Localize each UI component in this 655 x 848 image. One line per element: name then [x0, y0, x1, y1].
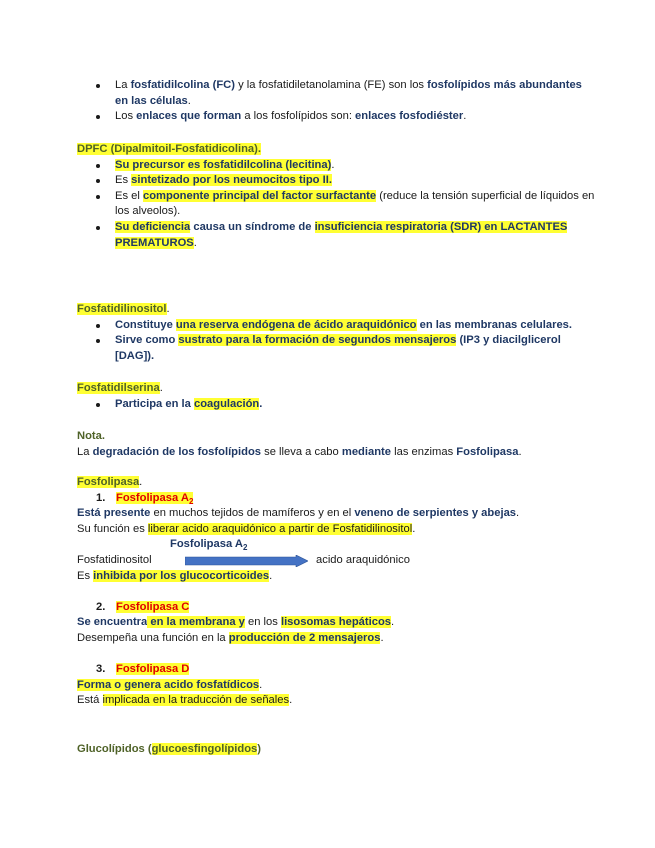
list-item: Participa en la coagulación.: [77, 397, 595, 413]
fosfolipasa-c-title: 2. Fosfolipasa C: [96, 600, 190, 613]
section-heading: Fosfatidilserina: [77, 382, 160, 394]
fosfatidilserina-section: Fosfatidilserina. Participa en la coagulación.: [77, 381, 595, 412]
section-heading: DPFC (Dipalmitoil-Fosfatidicolina).: [77, 143, 261, 155]
list-item: Su precursor es fosfatidilcolina (lecitina).: [77, 158, 595, 174]
arrow-label: Fosfolipasa $A_2$: [170, 537, 248, 553]
section-heading: Glucolípidos (glucoesfingolípidos): [77, 743, 261, 755]
fosfatidilinositol-section: Fosfatidilinositol. Constituye una reserva endógena de ácido araquidónico en las membranas celulares. Sirve como sustrato para la formación de segundos mensajeros (IP3 y diacilglicerol [DAG]).: [77, 302, 595, 364]
section-heading: Nota.: [77, 430, 105, 442]
right-arrow-icon: [185, 555, 308, 567]
fosfolipasa-a2-title: 1. Fosfolipasa $A_2$: [96, 491, 194, 506]
reaction-arrow-row: [77, 537, 595, 569]
reactant: Fosfatidinositol: [77, 553, 152, 566]
fosfolipasa-section: Fosfolipasa. 1. Fosfolipasa $A_2$ Está presente en muchos tejidos de mamíferos y en el veneno de serpientes y abejas. Su función es liberar acido araquidónico a partir de Fosfatidilinositol. Fosfolipasa $A_2$ Fosfatidinositol acido araquidónico Es inhibida por los glucocorticoides. 2. Fosfolipasa C Se encuentra en la membrana y en los lisosomas hepáticos. Desempeña una función en la producción de 2 mensajeros. 3. Fosfolipasa D Forma o genera acido fosfatídicos. Está implicada en la traducción de señales.: [77, 475, 595, 709]
section-heading: Fosfatidilinositol: [77, 303, 167, 315]
list-item: Constituye una reserva endógena de ácido araquidónico en las membranas celulares.: [77, 318, 595, 334]
section-heading: Fosfolipasa: [77, 476, 140, 488]
nota-section: Nota. La degradación de los fosfolípidos se lleva a cabo mediante las enzimas Fosfolipasa.: [77, 430, 522, 458]
phospholipid-summary: [77, 78, 595, 125]
list-item: Los enlaces que forman a los fosfolípidos son: enlaces fosfodiéster.: [77, 109, 595, 125]
list-item: Es el componente principal del factor surfactante (reduce la tensión superficial de líquidos en los alveolos).: [77, 189, 595, 220]
list-item: La fosfatidilcolina (FC) y la fosfatidiletanolamina (FE) son los fosfolípidos más abundantes en las células.: [77, 78, 595, 109]
dpfc-section: [77, 142, 595, 251]
product: acido araquidónico: [316, 553, 410, 566]
list-item: Su deficiencia causa un síndrome de insuficiencia respiratoria (SDR) en LACTANTES PREMATUROS.: [77, 220, 595, 251]
list-item: Es sintetizado por los neumocitos tipo II.: [77, 173, 595, 189]
fosfolipasa-d-title: 3. Fosfolipasa D: [96, 663, 190, 676]
glucolipidos-section: [77, 742, 595, 758]
list-item: Sirve como sustrato para la formación de segundos mensajeros (IP3 y diacilglicerol [DAG]).: [77, 333, 595, 364]
